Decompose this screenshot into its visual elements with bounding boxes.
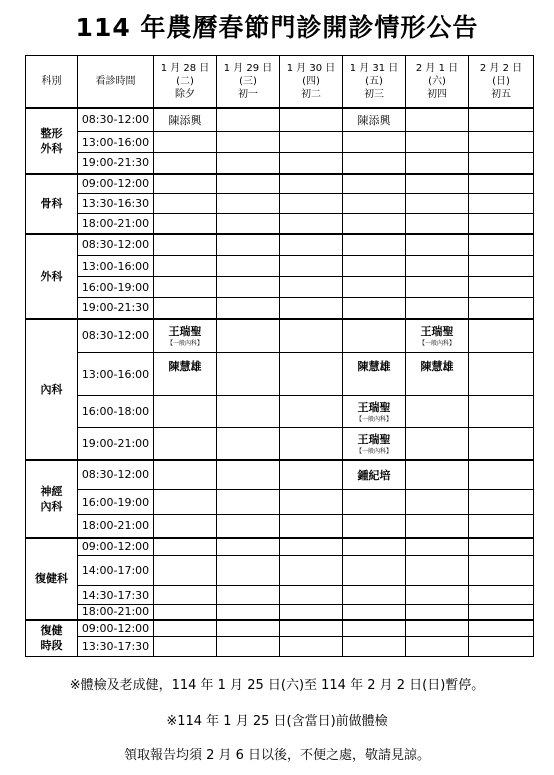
doctor-cell: 陳添興	[154, 108, 217, 132]
schedule-table	[25, 55, 534, 657]
empty-cell	[217, 108, 280, 132]
time-slot: 13:00-16:00	[78, 353, 154, 396]
table-row	[26, 153, 534, 174]
header-dept: 科別	[26, 56, 78, 108]
time-slot: 19:00-21:30	[78, 153, 154, 174]
doctor-cell: 陳慧雄	[406, 353, 469, 396]
dept-bone: 骨科	[26, 174, 78, 234]
note-suspension: ※體檢及老成健，114 年 1 月 25 日(六)至 114 年 2 月 2 日(日)暫停。	[69, 678, 485, 693]
header-day-3: 1 月 30 日 (四) 初二	[280, 56, 343, 108]
table-row	[26, 353, 534, 396]
dept-neuro: 神經內科	[26, 460, 78, 538]
table-row	[26, 214, 534, 234]
doctor-cell: 王瑞聖 【一般內科】	[343, 396, 406, 428]
table-row	[26, 277, 534, 298]
table-row	[26, 132, 534, 153]
header-day-4: 1 月 31 日 (五) 初三	[343, 56, 406, 108]
table-row	[26, 620, 534, 637]
header-day-1: 1 月 28 日 (二) 除夕	[154, 56, 217, 108]
table-row	[26, 234, 534, 256]
time-slot: 18:00-21:00	[78, 515, 154, 538]
empty-cell	[406, 108, 469, 132]
table-row	[26, 460, 534, 490]
header-day-2: 1 月 29 日 (三) 初一	[217, 56, 280, 108]
time-slot: 14:30-17:30	[78, 586, 154, 605]
table-row	[26, 108, 534, 132]
dept-internal: 內科	[26, 319, 78, 460]
doctor-cell: 王瑞聖 【一般內科】	[406, 319, 469, 353]
header-day-6: 2 月 2 日 (日) 初五	[469, 56, 534, 108]
time-slot: 08:30-12:00	[78, 108, 154, 132]
doctor-cell: 陳慧雄	[154, 353, 217, 396]
doctor-cell: 王瑞聖 【一般內科】	[154, 319, 217, 353]
dept-ortho: 整形外科	[26, 108, 78, 174]
doctor-cell: 陳添興	[343, 108, 406, 132]
dept-rehab-period: 復健時段	[26, 620, 78, 657]
table-row	[26, 396, 534, 428]
time-slot: 08:30-12:00	[78, 234, 154, 256]
time-slot: 08:30-12:00	[78, 460, 154, 490]
doctor-cell: 鍾紀培	[343, 460, 406, 490]
doctor-cell: 王瑞聖 【一般內科】	[343, 428, 406, 460]
table-row	[26, 538, 534, 556]
table-row	[26, 556, 534, 586]
time-slot: 19:00-21:30	[78, 298, 154, 319]
doctor-cell: 陳慧雄	[343, 353, 406, 396]
time-slot: 13:00-16:00	[78, 132, 154, 153]
time-slot: 08:30-12:00	[78, 319, 154, 353]
table-row	[26, 194, 534, 214]
time-slot: 13:30-17:30	[78, 637, 154, 657]
table-row	[26, 637, 534, 657]
note-checkup-deadline: ※114 年 1 月 25 日(含當日)前做體檢	[166, 714, 388, 729]
page-title: 114 年農曆春節門診開診情形公告	[75, 13, 479, 42]
note-report-pickup: 領取報告均須 2 月 6 日以後，不便之處，敬請見諒。	[123, 748, 431, 763]
table-row	[26, 428, 534, 460]
header-row	[26, 56, 534, 108]
table-row	[26, 605, 534, 620]
dept-surgery: 外科	[26, 234, 78, 319]
dept-rehab: 復健科	[26, 538, 78, 620]
table-row	[26, 586, 534, 605]
table-row	[26, 174, 534, 194]
time-slot: 13:30-16:30	[78, 194, 154, 214]
table-row	[26, 256, 534, 277]
time-slot: 09:00-12:00	[78, 174, 154, 194]
time-slot: 16:00-18:00	[78, 396, 154, 428]
header-day-5: 2 月 1 日 (六) 初四	[406, 56, 469, 108]
time-slot: 09:00-12:00	[78, 538, 154, 556]
table-row	[26, 298, 534, 319]
time-slot: 16:00-19:00	[78, 277, 154, 298]
empty-cell	[469, 108, 534, 132]
time-slot: 16:00-19:00	[78, 490, 154, 515]
time-slot: 14:00-17:00	[78, 556, 154, 586]
table-row	[26, 515, 534, 538]
time-slot: 18:00-21:00	[78, 214, 154, 234]
time-slot: 13:00-16:00	[78, 256, 154, 277]
time-slot: 19:00-21:00	[78, 428, 154, 460]
table-row	[26, 490, 534, 515]
empty-cell	[280, 108, 343, 132]
table-row	[26, 319, 534, 353]
time-slot: 09:00-12:00	[78, 620, 154, 637]
header-time: 看診時間	[78, 56, 154, 108]
time-slot: 18:00-21:00	[78, 605, 154, 620]
